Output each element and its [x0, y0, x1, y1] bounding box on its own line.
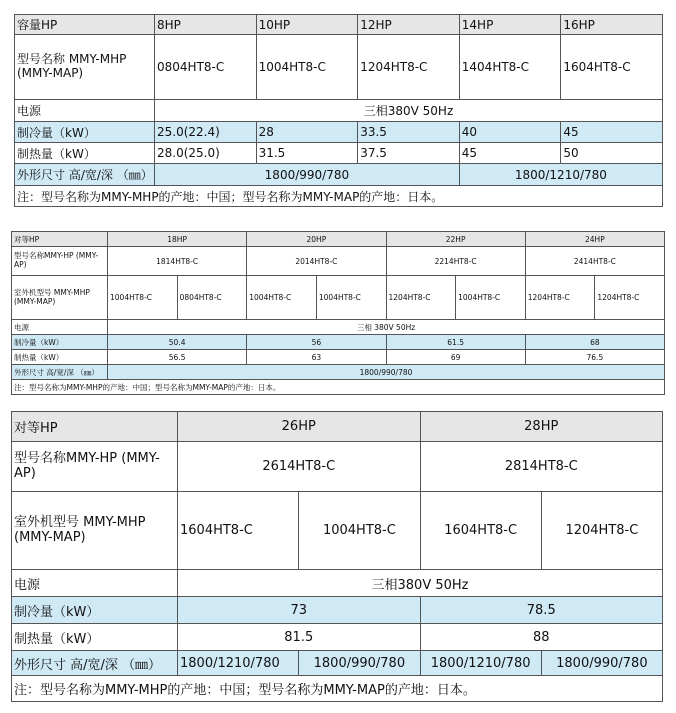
outdoor-model-label: 室外机型号 MMY-MHP (MMY-MAP): [12, 276, 108, 320]
outdoor-model-cell: 1004HT8-C: [108, 276, 178, 320]
dims-cell: 1800/990/780: [299, 651, 420, 676]
dims-cell: 1800/990/780: [155, 164, 460, 186]
table-row: [12, 350, 665, 365]
power-value: 三相 380V 50Hz: [108, 320, 665, 335]
cooling-cell: 78.5: [420, 597, 663, 624]
heating-cell: 37.5: [358, 143, 460, 164]
power-label: 电源: [12, 320, 108, 335]
table-row: [15, 15, 663, 35]
heating-cell: 28.0(25.0): [155, 143, 257, 164]
model-cell: 1814HT8-C: [108, 247, 247, 276]
cooling-cell: 68: [525, 335, 664, 350]
table-row: [12, 676, 663, 702]
cooling-cell: 61.5: [386, 335, 525, 350]
model-cell: 2014HT8-C: [247, 247, 386, 276]
outdoor-model-cell: 1004HT8-C: [316, 276, 386, 320]
dims-cell: 1800/1210/780: [420, 651, 541, 676]
model-label: 型号名称 MMY-MHP (MMY-MAP): [15, 35, 155, 100]
outdoor-model-label: 室外机型号 MMY-MHP (MMY-MAP): [12, 492, 178, 570]
heating-label: 制热量（kW）: [12, 624, 178, 651]
hp-cell: 20HP: [247, 232, 386, 247]
hp-cell: 18HP: [108, 232, 247, 247]
spec-table-8-16hp: [14, 14, 663, 207]
hp-cell: 16HP: [561, 15, 663, 35]
heating-cell: 69: [386, 350, 525, 365]
table-row: [12, 320, 665, 335]
hp-cell: 22HP: [386, 232, 525, 247]
cooling-cell: 40: [459, 122, 561, 143]
power-value: 三相380V 50Hz: [178, 570, 663, 597]
table-row: [12, 651, 663, 676]
equiv-hp-label: 对等HP: [12, 412, 178, 442]
equiv-hp-label: 对等HP: [12, 232, 108, 247]
model-cell: 1004HT8-C: [256, 35, 358, 100]
dims-label: 外形尺寸 高/宽/深 （㎜）: [12, 651, 178, 676]
outdoor-model-cell: 1604HT8-C: [178, 492, 299, 570]
heating-cell: 45: [459, 143, 561, 164]
origin-note: 注：型号名称为MMY-MHP的产地：中国；型号名称为MMY-MAP的产地：日本。: [15, 186, 663, 207]
dims-cell: 1800/1210/780: [459, 164, 662, 186]
cooling-label: 制冷量（kW）: [12, 597, 178, 624]
heating-cell: 88: [420, 624, 663, 651]
dims-label: 外形尺寸 高/宽/深 （㎜）: [15, 164, 155, 186]
heating-label: 制热量（kW）: [12, 350, 108, 365]
power-value: 三相380V 50Hz: [155, 100, 663, 122]
table-row: [15, 164, 663, 186]
table-row: [12, 442, 663, 492]
model-label: 型号名称MMY-HP (MMY-AP): [12, 442, 178, 492]
model-cell: 2414HT8-C: [525, 247, 664, 276]
heating-cell: 50: [561, 143, 663, 164]
dims-cell: 1800/990/780: [541, 651, 662, 676]
model-cell: 2814HT8-C: [420, 442, 663, 492]
cooling-cell: 56: [247, 335, 386, 350]
table-row: [12, 232, 665, 247]
heating-cell: 81.5: [178, 624, 421, 651]
table-row: [12, 247, 665, 276]
table-row: [12, 335, 665, 350]
hp-cell: 26HP: [178, 412, 421, 442]
hp-cell: 24HP: [525, 232, 664, 247]
table-row: [12, 492, 663, 570]
power-label: 电源: [15, 100, 155, 122]
table-row: [12, 624, 663, 651]
outdoor-model-cell: 1004HT8-C: [456, 276, 526, 320]
table-row: [15, 143, 663, 164]
dims-label: 外形尺寸 高/宽/深 （㎜）: [12, 365, 108, 380]
hp-cell: 12HP: [358, 15, 460, 35]
heating-cell: 31.5: [256, 143, 358, 164]
outdoor-model-cell: 0804HT8-C: [177, 276, 247, 320]
table-row: [15, 100, 663, 122]
table-row: [15, 122, 663, 143]
cooling-cell: 73: [178, 597, 421, 624]
model-cell: 2214HT8-C: [386, 247, 525, 276]
heating-label: 制热量（kW）: [15, 143, 155, 164]
model-cell: 2614HT8-C: [178, 442, 421, 492]
cooling-cell: 50.4: [108, 335, 247, 350]
cooling-cell: 25.0(22.4): [155, 122, 257, 143]
heating-cell: 56.5: [108, 350, 247, 365]
hp-cell: 8HP: [155, 15, 257, 35]
model-cell: 1404HT8-C: [459, 35, 561, 100]
table-row: [12, 412, 663, 442]
table-row: [12, 380, 665, 395]
cooling-cell: 45: [561, 122, 663, 143]
power-label: 电源: [12, 570, 178, 597]
spec-table-18-24hp: [11, 231, 665, 395]
hp-cell: 10HP: [256, 15, 358, 35]
cooling-label: 制冷量（kW）: [12, 335, 108, 350]
model-cell: 1204HT8-C: [358, 35, 460, 100]
outdoor-model-cell: 1004HT8-C: [247, 276, 317, 320]
model-cell: 0804HT8-C: [155, 35, 257, 100]
table-row: [12, 276, 665, 320]
outdoor-model-cell: 1604HT8-C: [420, 492, 541, 570]
outdoor-model-cell: 1004HT8-C: [299, 492, 420, 570]
hp-cell: 28HP: [420, 412, 663, 442]
model-label: 型号名称MMY-HP (MMY-AP): [12, 247, 108, 276]
model-cell: 1604HT8-C: [561, 35, 663, 100]
dims-cell: 1800/1210/780: [178, 651, 299, 676]
table-row: [12, 570, 663, 597]
table-row: [12, 597, 663, 624]
outdoor-model-cell: 1204HT8-C: [541, 492, 662, 570]
cooling-label: 制冷量（kW）: [15, 122, 155, 143]
table-row: [12, 365, 665, 380]
capacity-label: 容量HP: [15, 15, 155, 35]
table-row: [15, 35, 663, 100]
outdoor-model-cell: 1204HT8-C: [386, 276, 456, 320]
heating-cell: 76.5: [525, 350, 664, 365]
origin-note: 注：型号名称为MMY-MHP的产地：中国；型号名称为MMY-MAP的产地：日本。: [12, 380, 665, 395]
table-row: [15, 186, 663, 207]
heating-cell: 63: [247, 350, 386, 365]
cooling-cell: 33.5: [358, 122, 460, 143]
outdoor-model-cell: 1204HT8-C: [595, 276, 665, 320]
cooling-cell: 28: [256, 122, 358, 143]
hp-cell: 14HP: [459, 15, 561, 35]
outdoor-model-cell: 1204HT8-C: [525, 276, 595, 320]
dims-cell: 1800/990/780: [108, 365, 665, 380]
origin-note: 注：型号名称为MMY-MHP的产地：中国；型号名称为MMY-MAP的产地：日本。: [12, 676, 663, 702]
spec-table-26-28hp: [11, 411, 663, 702]
